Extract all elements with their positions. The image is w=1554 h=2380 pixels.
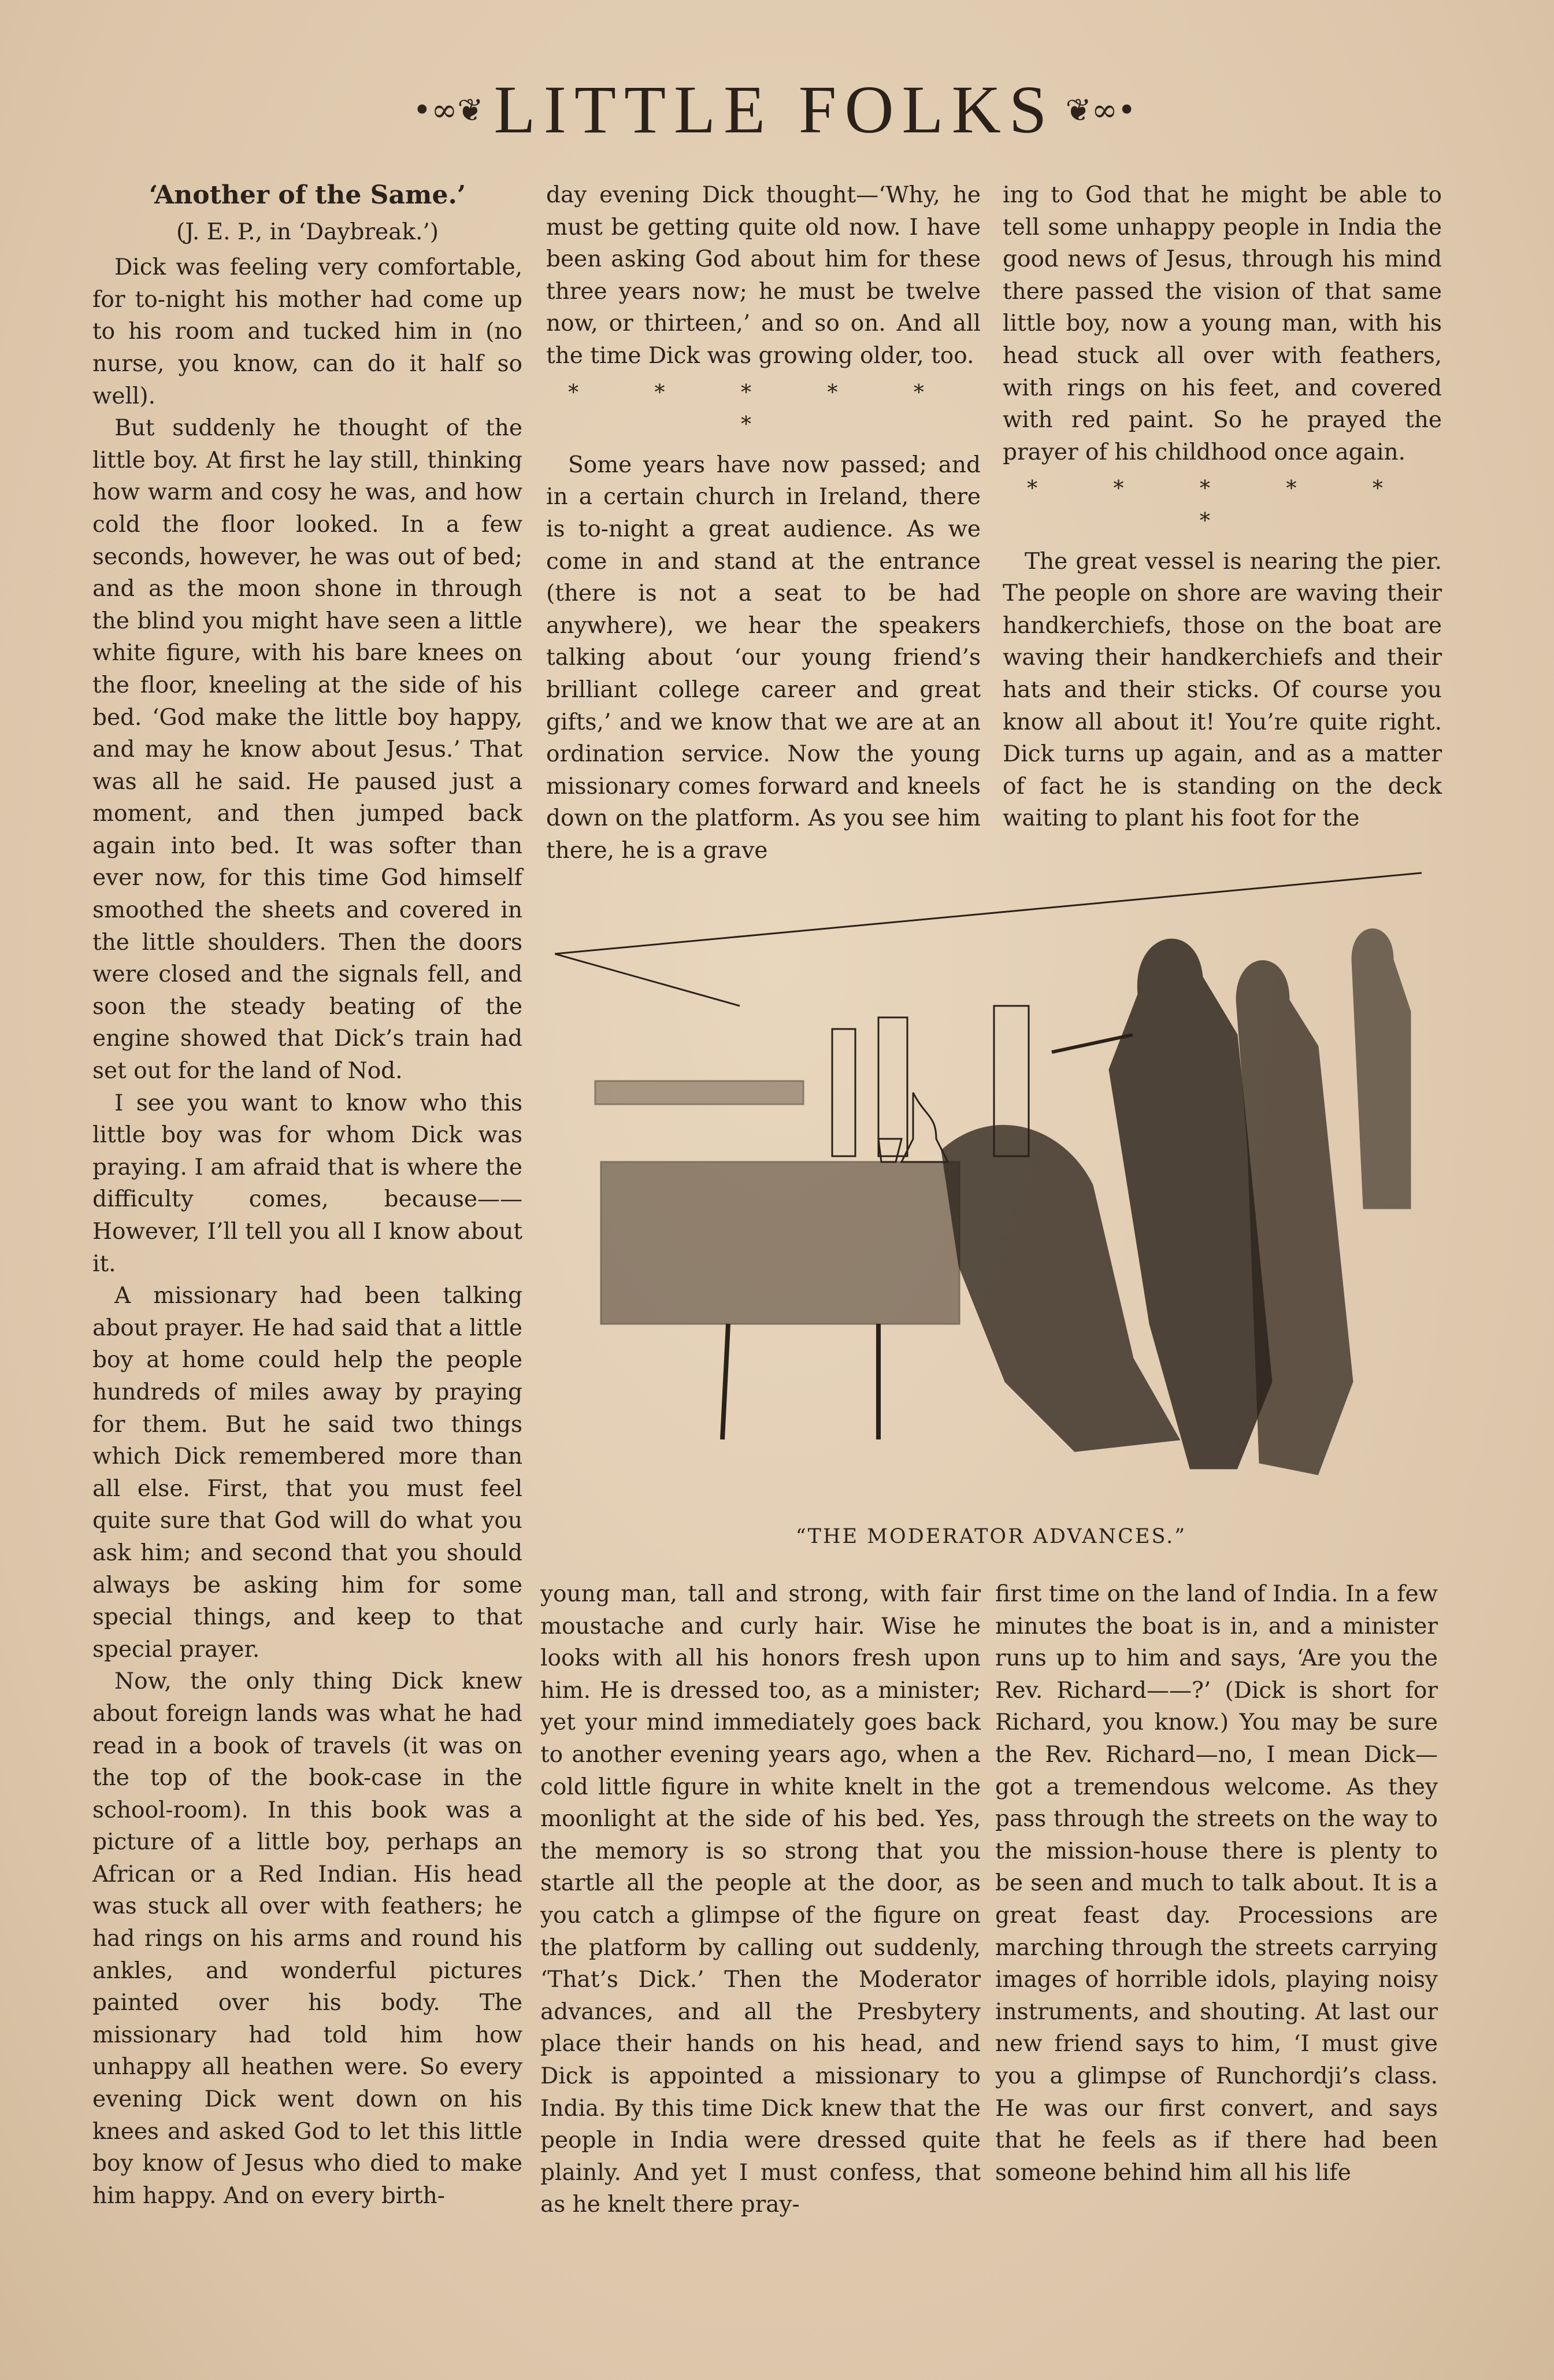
water-carafe	[902, 1093, 948, 1162]
column-1	[92, 179, 522, 2212]
wall-line	[555, 954, 740, 1006]
masthead-title: LITTLE FOLKS	[494, 72, 1055, 147]
paragraph: ing to God that he might be able to tell some unhappy people in India the good news of Jesus, through his mind there passed the vision of that same little boy, now a young man, with his head stuck all over with feathers, with rings on his feet, and covered with red paint. So he prayed the prayer of his childhood once again.	[1003, 182, 1442, 465]
column-2-bottom	[540, 1578, 981, 2221]
story-byline: (J. E. P., in ‘Daybreak.’)	[176, 219, 439, 245]
presbyter-figure	[1352, 930, 1410, 1209]
table-leg	[722, 1324, 728, 1439]
glass	[878, 1139, 902, 1162]
ceiling-line	[555, 873, 1422, 954]
column-3-bottom	[995, 1578, 1438, 2189]
paragraph: I see you want to know who this little boy was for whom Dick was praying. I am afraid that is where the difficulty comes, because—— However, I’ll tell you all I know about it.	[92, 1090, 522, 1277]
column-2-top	[546, 179, 981, 867]
table-cloth	[601, 1162, 959, 1324]
paragraph: Now, the only thing Dick knew about foreign lands was what he had read in a book of travels (it was on the top of the book-case in the school-room). In this book was a picture of a little boy, perhaps an African or a Red Indian. His head was stuck all over with feathers; he had rings on his arms and round his ankles, and wonderful pictures painted over his body. The missionary had told him how unhappy all heathen were. So every evening Dick went down on his knees and asked God to let this little boy know of Jesus who died to make him happy. And on every birth-	[92, 1668, 522, 2209]
paragraph: day evening Dick thought—‘Why, he must be getting quite old now. I have been asking God about him for these three years now; he must be twelve now, or thirteen,’ and so on. And all the time Dick was growing older, too.	[546, 182, 981, 369]
pipe	[832, 1029, 855, 1156]
masthead	[324, 69, 1225, 150]
paragraph: Dick was feeling very comfortable, for to-night his mother had come up to his room and tucked him in (no nurse, you know, can do it half so well).	[92, 254, 522, 409]
ordination-illustration	[555, 861, 1427, 1526]
paragraph: The great vessel is nearing the pier. The people on shore are waving their handkerchiefs, those on the boat are waving their handkerchiefs and their hats and their sticks. Of course you know all about it! You’re quite right. Dick turns up again, and as a matter of fact he is standing on the deck waiting to plant his foot for the	[1003, 548, 1442, 832]
illustration-caption: “THE MODERATOR ADVANCES.”	[795, 1525, 1187, 1548]
paragraph: Some years have now passed; and in a certain church in Ireland, there is to-night a great audience. As we come in and stand at the entrance (there is not a seat to be had anywhere), we hear the speakers talking about ‘our young friend’s brilliant college career and great gifts,’ and we know that we are at an ordination service. Now the young missionary comes forward and kneels down on the platform. As you see him there, he is a grave	[546, 451, 981, 864]
column-3-top	[1003, 179, 1442, 835]
paragraph: first time on the land of India. In a few minutes the boat is in, and a minister runs up to him and says, ‘Are you the Rev. Richard——?’ (Dick is short for Richard, you know.) You may be sure the Rev. Richard—no, I mean Dick—got a tremendous welcome. As they pass through the streets on the way to the mission-house there is plenty to be seen and much to talk about. It is a great feast day. Processions are marching through the streets carrying images of horrible idols, playing noisy instruments, and shouting. At last our new friend says to him, ‘I must give you a glimpse of Runchordji’s class. He was our first convert, and says that he feels as if there had been someone behind him all his life	[995, 1581, 1438, 2186]
story-title: ‘Another of the Same.’	[149, 180, 466, 210]
section-divider-stars: * * * * * *	[1027, 477, 1418, 533]
paragraph: young man, tall and strong, with fair moustache and curly hair. Wise he looks with all his honors fresh upon him. He is dressed too, as a minister; yet your mind immediately goes back to another evening years ago, when a cold little figure in white knelt in the moonlight at the side of his bed. Yes, the memory is so strong that you startle all the people at the door, as you catch a glimpse of the figure on the platform by calling out suddenly, ‘That’s Dick.’ Then the Moderator advances, and all the Presbytery place their hands on his head, and Dick is appointed a missionary to India. By this time Dick knew that the people in India were dressed quite plainly. And yet I must confess, that as he knelt there pray-	[540, 1581, 981, 2218]
right-flourish-ornament: ❦∞•	[1065, 91, 1136, 128]
left-flourish-ornament: •∞❦	[413, 91, 484, 128]
pipe	[878, 1017, 907, 1156]
paragraph: But suddenly he thought of the little boy. At first he lay still, thinking how warm and cosy he was, and how cold the floor looked. In a few seconds, however, he was out of bed; and as the moon shone in through the blind you might have seen a little white figure, with his bare knees on the floor, kneeling at the side of his bed. ‘God make the little boy happy, and may he know about Jesus.’ That was all he said. He paused just a moment, and then jumped back again into bed. It was softer than ever now, for this time God himself smoothed the sheets and covered in the little shoulders. Then the doors were closed and the signals fell, and soon the steady beating of the engine showed that Dick’s train had set out for the land of Nod.	[92, 415, 522, 1084]
paragraph: A missionary had been talking about prayer. He had said that a little boy at home could help the people hundreds of miles away by praying for them. But he said two things which Dick remembered more than all else. First, that you must feel quite sure that God will do what you ask him; and second that you should always be asking him for some special things, and keep to that special prayer.	[92, 1283, 522, 1663]
gallery-balcony	[595, 1081, 803, 1104]
section-divider-stars: * * * * * *	[568, 380, 959, 437]
